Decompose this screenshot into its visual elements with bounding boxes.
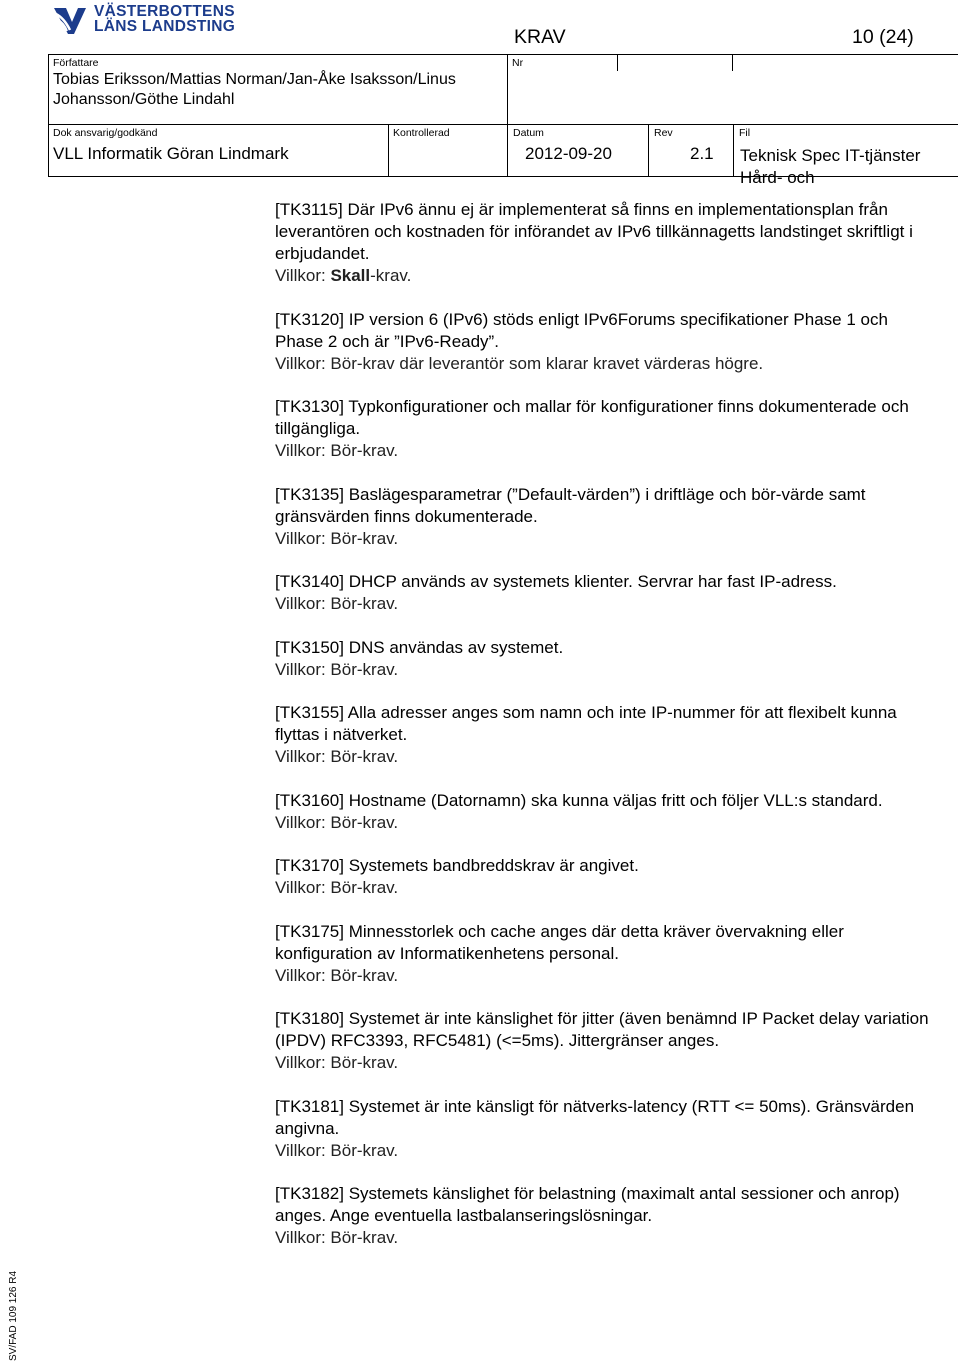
requirement-condition [275,965,940,987]
requirement-item [275,921,940,987]
requirement-text: [TK3182] Systemets känslighet för belastning (maximalt antal sessioner och anrop) anges. Ange eventuella lastbalanseringslösningar. [275,1184,900,1225]
header-divider-checked [388,124,389,176]
requirements-list [275,199,940,1271]
approver-value: VLL Informatik Göran Lindmark [53,144,289,163]
requirement-condition [275,659,940,681]
condition-emphasis: Skall [330,266,371,285]
header-divider-nr [507,54,508,124]
header-rule-top [48,54,958,55]
header-rule-middle [48,124,958,125]
requirement-item [275,855,940,899]
requirement-text: [TK3160] Hostname (Datornamn) ska kunna väljas fritt och följer VLL:s standard. [275,790,883,810]
requirement-item [275,702,940,768]
requirement-condition [275,746,940,768]
header-nr-tick-1 [617,55,618,71]
condition-prefix: Villkor: Bör-krav. [275,594,399,613]
requirement-item [275,309,940,375]
author-label: Författare [53,57,99,69]
condition-prefix: Villkor: Bör-krav. [275,1228,399,1247]
requirement-condition [275,812,940,834]
condition-prefix: Villkor: Bör-krav. [275,659,399,679]
requirement-item [275,199,940,287]
requirement-text: [TK3130] Typkonfigurationer och mallar för konfigurationer finns dokumenterade och tillgängliga. [275,397,909,438]
requirement-text: [TK3135] Baslägesparametrar (”Default-värden”) i driftläge och bör-värde samt gränsvärden finns dokumenterade. [275,484,866,526]
condition-prefix: Villkor: Bör-krav. [275,878,399,897]
condition-prefix: Villkor: Bör-krav. [275,528,399,548]
requirement-condition [275,528,940,550]
requirement-item [275,790,940,834]
condition-prefix: Villkor: Bör-krav. [275,812,399,832]
page-number: 10 (24) [852,26,914,48]
author-line-1: Tobias Eriksson/Mattias Norman/Jan-Åke Isaksson/Linus [53,71,456,88]
approver-label: Dok ansvarig/godkänd [53,127,158,139]
requirement-text: [TK3170] Systemets bandbreddskrav är angivet. [275,856,639,875]
file-value: Teknisk Spec IT-tjänster Hård- och [740,146,921,187]
requirement-item [275,484,940,550]
condition-prefix: Villkor: Bör-krav där leverantör som klarar kravet värderas högre. [275,353,764,373]
condition-prefix: Villkor: Bör-krav. [275,1053,399,1072]
requirement-item [275,637,940,681]
requirement-text: [TK3181] Systemet är inte känsligt för nätverks-latency (RTT <= 50ms). Gränsvärden angivna. [275,1096,915,1138]
condition-prefix: Villkor: Bör-krav. [275,747,399,766]
requirement-text: [TK3150] DNS användas av systemet. [275,637,564,657]
requirement-condition [275,1052,940,1074]
requirement-item [275,1008,940,1074]
condition-prefix: Villkor: Bör-krav. [275,441,399,460]
logo-line-1: VÄSTERBOTTENS [94,3,235,20]
organization-logo [52,3,236,38]
header-nr-tick-2 [732,55,733,71]
requirement-text: [TK3140] DHCP används av systemets klienter. Servrar har fast IP-adress. [275,572,837,591]
condition-prefix: Villkor: [275,266,331,285]
date-label: Datum [513,127,544,139]
logo-wordmark [94,4,235,34]
nr-label: Nr [512,57,524,69]
requirement-condition [275,1140,940,1162]
form-code: SV/FAD 109 126 R4 [8,1270,19,1361]
requirement-condition [275,353,940,375]
requirement-item [275,396,940,462]
requirement-condition [275,440,940,462]
requirement-text: [TK3120] IP version 6 (IPv6) stöds enligt IPv6Forums specifikationer Phase 1 och Phase 2 och är ”IPv6-Ready”. [275,309,888,351]
header-divider-date [507,124,508,176]
file-label: Fil [739,127,751,139]
checked-label: Kontrollerad [393,127,450,139]
rev-label: Rev [654,127,673,139]
header-divider-file [733,124,734,176]
requirement-condition [275,877,940,899]
condition-prefix: Villkor: Bör-krav. [275,1140,399,1160]
logo-line-2: LÄNS LANDSTING [94,18,236,35]
requirement-item [275,1183,940,1249]
requirement-condition [275,1227,940,1249]
requirement-item [275,1096,940,1162]
requirement-text: [TK3155] Alla adresser anges som namn och inte IP-nummer för att flexibelt kunna flyttas i nätverket. [275,703,897,744]
header-rule-bottom [48,176,958,177]
header-rule-left [48,54,49,177]
requirement-condition [275,265,940,287]
requirement-text: [TK3180] Systemet är inte känslighet för jitter (även benämnd IP Packet delay variation (IPDV) RFC3393, RFC5481) (<=5ms). Jittergränser anges. [275,1009,929,1050]
requirement-condition [275,593,940,615]
condition-suffix: -krav. [370,266,412,285]
requirement-text: [TK3115] Där IPv6 ännu ej är implementerat så finns en implementationsplan från leverantören och kostnaden för införandet av IPv6 tillkännagetts landstinget skriftligt i erbjudandet. [275,200,913,263]
date-value: 2012-09-20 [525,144,612,163]
condition-prefix: Villkor: Bör-krav. [275,965,399,985]
requirement-text: [TK3175] Minnesstorlek och cache anges där detta kräver övervakning eller konfiguration av Informatikenhetens personal. [275,921,844,963]
document-type: KRAV [514,26,566,48]
logo-icon [52,4,88,36]
author-line-2: Johansson/Göthe Lindahl [53,91,235,108]
rev-value: 2.1 [690,144,714,163]
header-divider-rev [648,124,649,176]
requirement-item [275,571,940,615]
